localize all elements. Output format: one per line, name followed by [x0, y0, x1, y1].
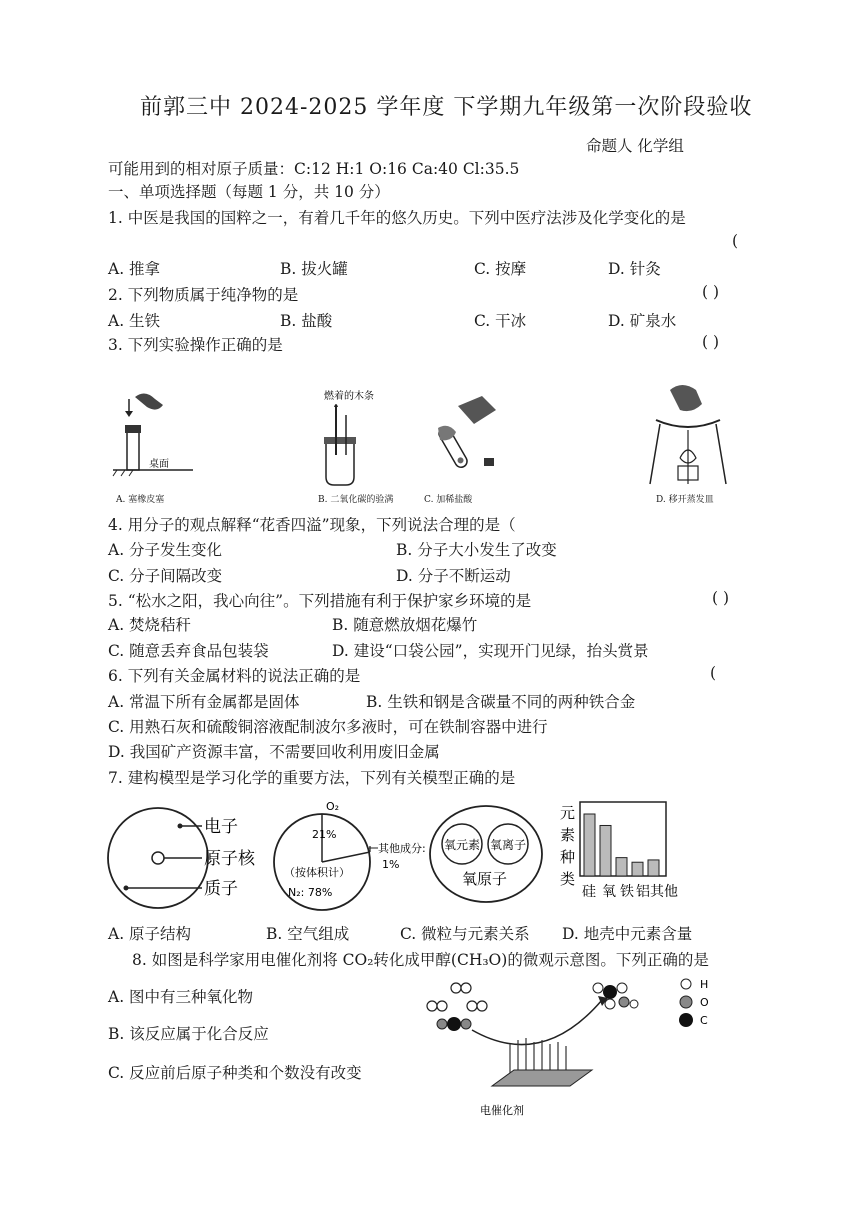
- bar-ylabel-2: 素: [560, 826, 576, 844]
- pie-o2-label: O₂: [326, 800, 340, 813]
- pie-other-label: 其他成分:: [378, 842, 426, 855]
- venn-ion-label: 氧离子: [490, 838, 527, 852]
- q7-particle-venn: [428, 800, 548, 908]
- pie-center-label: （按体积计）: [284, 866, 350, 879]
- atomic-mass-line: 可能用到的相对原子质量：C:12 H:1 O:16 Ca:40 Cl:35.5: [108, 160, 520, 178]
- q7-option-d: D. 地壳中元素含量: [562, 925, 693, 943]
- q1-option-c: C. 按摩: [474, 260, 527, 278]
- q5-option-b: B. 随意燃放烟花爆竹: [332, 616, 478, 634]
- bar-3: [632, 862, 643, 876]
- q2-option-c: C. 干冰: [474, 312, 527, 330]
- q7-option-c: C. 微粒与元素关系: [400, 925, 530, 943]
- q8-option-b: B. 该反应属于化合反应: [108, 1025, 269, 1043]
- q3-caption-a: A. 塞橡皮塞: [116, 495, 165, 505]
- q8-option-c: C. 反应前后原子种类和个数没有改变: [108, 1064, 362, 1082]
- pie-o2-percent: 21%: [312, 828, 337, 841]
- legend-c: C: [700, 1014, 708, 1027]
- atom-label-electron: 电子: [204, 817, 238, 837]
- q3-figure-d: [640, 380, 730, 492]
- q4-option-b: B. 分子大小发生了改变: [396, 541, 557, 559]
- q7-option-b: B. 空气组成: [266, 925, 350, 943]
- question-5-stem: 5. “松水之阳，我心向往”。下列措施有利于保护家乡环境的是: [108, 592, 532, 610]
- question-2-paren: ( ): [702, 283, 720, 301]
- q7-crust-bar-chart: [556, 796, 676, 906]
- q7-option-a: A. 原子结构: [108, 925, 192, 943]
- q4-option-c: C. 分子间隔改变: [108, 567, 223, 585]
- section-heading: 一、单项选择题（每题 1 分，共 10 分）: [108, 183, 390, 201]
- q5-option-c: C. 随意丢弃食品包装袋: [108, 642, 269, 660]
- q3-fig-a-label: 桌面: [149, 459, 169, 470]
- atom-label-nucleus: 原子核: [204, 849, 255, 869]
- bar-1: [600, 825, 611, 876]
- venn-atom-label: 氧原子: [462, 870, 508, 888]
- bar-label-4: 其他: [650, 884, 678, 900]
- q3-figure-b: [312, 385, 402, 495]
- q3-fig-b-label: 燃着的木条: [324, 391, 374, 402]
- bar-label-1: 氧: [602, 884, 616, 900]
- legend-o: O: [700, 996, 709, 1009]
- q4-option-d: D. 分子不断运动: [396, 567, 511, 585]
- q8-reaction-diagram: [420, 974, 720, 1124]
- q3-figure-a: [105, 385, 195, 505]
- q7-atom-model: [106, 802, 266, 914]
- question-5-paren: ( ): [712, 589, 730, 607]
- q7-air-pie: [266, 796, 426, 912]
- q3-caption-d: D. 移开蒸发皿: [656, 495, 714, 505]
- question-7-stem: 7. 建构模型是学习化学的重要方法，下列有关模型正确的是: [108, 769, 516, 787]
- bar-0: [584, 814, 595, 876]
- q1-option-a: A. 推拿: [108, 260, 161, 278]
- q8-legend: [679, 978, 709, 1027]
- question-6-paren: (: [710, 664, 717, 682]
- bar-label-0: 硅: [582, 884, 596, 900]
- legend-h: H: [700, 978, 709, 991]
- bar-ylabel-4: 类: [560, 870, 576, 888]
- q6-option-d: D. 我国矿产资源丰富，不需要回收利用废旧金属: [108, 743, 440, 761]
- catalyst-label: 电催化剂: [480, 1104, 524, 1117]
- atom-label-proton: 质子: [204, 879, 238, 899]
- bar-2: [616, 858, 627, 876]
- question-1-paren: (: [732, 232, 739, 250]
- venn-element-label: 氧元素: [444, 838, 481, 852]
- q8-option-a: A. 图中有三种氧化物: [108, 988, 254, 1006]
- bar-label-2: 铁: [620, 884, 634, 900]
- q3-figure-c: [418, 388, 508, 478]
- bar-label-3: 铝: [636, 884, 650, 900]
- q5-option-a: A. 焚烧秸秆: [108, 616, 192, 634]
- q3-caption-c: C. 加稀盐酸: [424, 495, 473, 505]
- page-title: 前郭三中 2024-2025 学年度 下学期九年级第一次阶段验收: [140, 95, 753, 120]
- q6-option-a: A. 常温下所有金属都是固体: [108, 693, 300, 711]
- author-line: 命题人 化学组: [586, 137, 684, 155]
- bar-4: [648, 860, 659, 876]
- question-8-stem: 8. 如图是科学家用电催化剂将 CO₂转化成甲醇(CH₃O)的微观示意图。下列正确的是: [132, 951, 709, 969]
- question-2-stem: 2. 下列物质属于纯净物的是: [108, 286, 299, 304]
- question-6-stem: 6. 下列有关金属材料的说法正确的是: [108, 667, 361, 685]
- pie-other-percent: 1%: [382, 858, 400, 871]
- bar-ylabel-1: 元: [560, 804, 576, 822]
- question-4-stem: 4. 用分子的观点解释“花香四溢”现象，下列说法合理的是（: [108, 516, 516, 534]
- q5-option-d: D. 建设“口袋公园”，实现开门见绿，抬头赏景: [332, 642, 649, 660]
- q6-option-c: C. 用熟石灰和硫酸铜溶液配制波尔多液时，可在铁制容器中进行: [108, 718, 548, 736]
- q6-option-b: B. 生铁和钢是含碳量不同的两种铁合金: [366, 693, 636, 711]
- question-1-stem: 1. 中医是我国的国粹之一，有着几千年的悠久历史。下列中医疗法涉及化学变化的是: [108, 209, 686, 227]
- q2-option-b: B. 盐酸: [280, 312, 333, 330]
- q1-option-b: B. 拔火罐: [280, 260, 348, 278]
- bar-ylabel-3: 种: [560, 848, 576, 866]
- pie-n2-label: N₂: 78%: [288, 886, 333, 899]
- q2-option-d: D. 矿泉水: [608, 312, 677, 330]
- question-3-stem: 3. 下列实验操作正确的是: [108, 336, 283, 354]
- q4-option-a: A. 分子发生变化: [108, 541, 223, 559]
- q2-option-a: A. 生铁: [108, 312, 161, 330]
- q1-option-d: D. 针灸: [608, 260, 661, 278]
- q3-caption-b: B. 二氧化碳的验满: [318, 495, 394, 505]
- question-3-paren: ( ): [702, 333, 720, 351]
